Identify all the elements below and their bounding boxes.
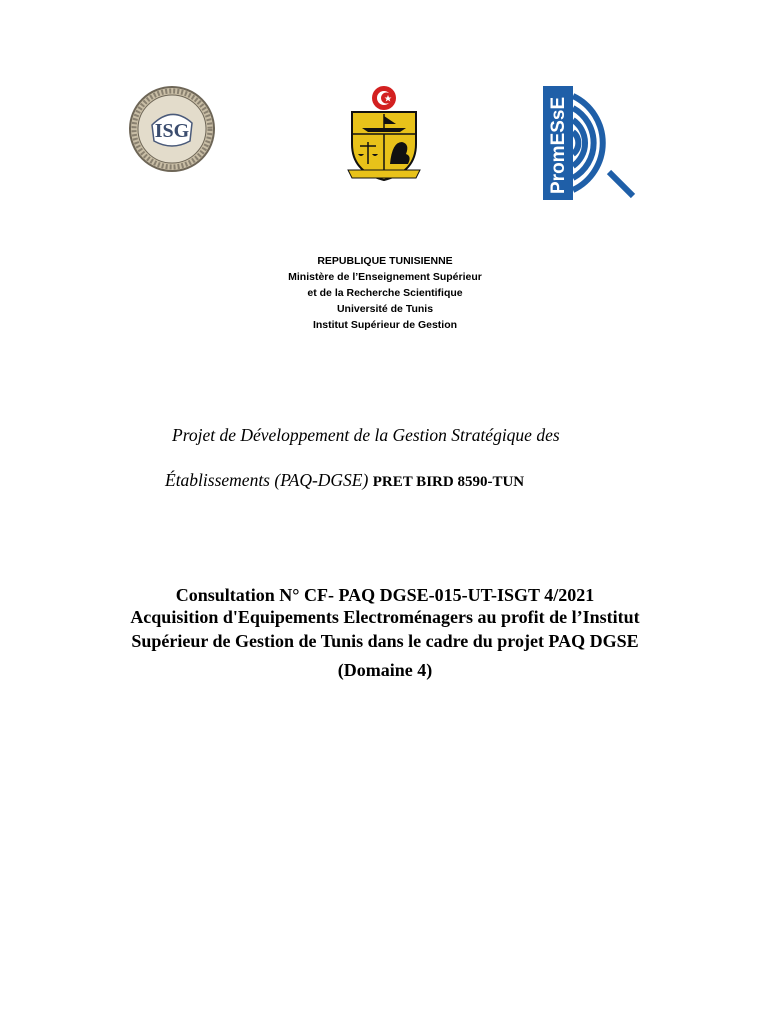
project-title-italic: Établissements (PAQ-DGSE) bbox=[165, 470, 369, 490]
promesse-logo-text: PromESsE bbox=[548, 96, 569, 194]
isg-seal-logo bbox=[128, 85, 216, 173]
header-republic: REPUBLIQUE TUNISIENNE bbox=[317, 255, 453, 267]
institution-header bbox=[0, 253, 770, 333]
header-ministry: Ministère de l’Enseignement Supérieur bbox=[288, 271, 482, 283]
isg-seal-text: ISG bbox=[154, 120, 190, 142]
project-title-line-2 bbox=[165, 470, 524, 491]
header-institute: Institut Supérieur de Gestion bbox=[312, 319, 458, 331]
consultation-subject-line-2: Supérieur de Gestion de Tunis dans le cadre du projet PAQ DGSE bbox=[131, 631, 639, 651]
project-title-line-1: Projet de Développement de la Gestion Stratégique des bbox=[172, 425, 560, 445]
consultation-subject-line-1: Acquisition d'Equipements Electroménagers au profit de l’Institut bbox=[130, 607, 640, 627]
tunisia-coat-of-arms bbox=[344, 84, 424, 182]
header-university: Université de Tunis bbox=[336, 303, 434, 315]
loan-reference: PRET BIRD 8590-TUN bbox=[372, 474, 525, 490]
consultation-domain: (Domaine 4) bbox=[337, 660, 433, 680]
consultation-number: Consultation N° CF- PAQ DGSE-015-UT-ISGT 4/2021 bbox=[175, 585, 595, 605]
promesse-logo bbox=[543, 86, 639, 200]
header-research: et de la Recherche Scientifique bbox=[307, 287, 463, 299]
